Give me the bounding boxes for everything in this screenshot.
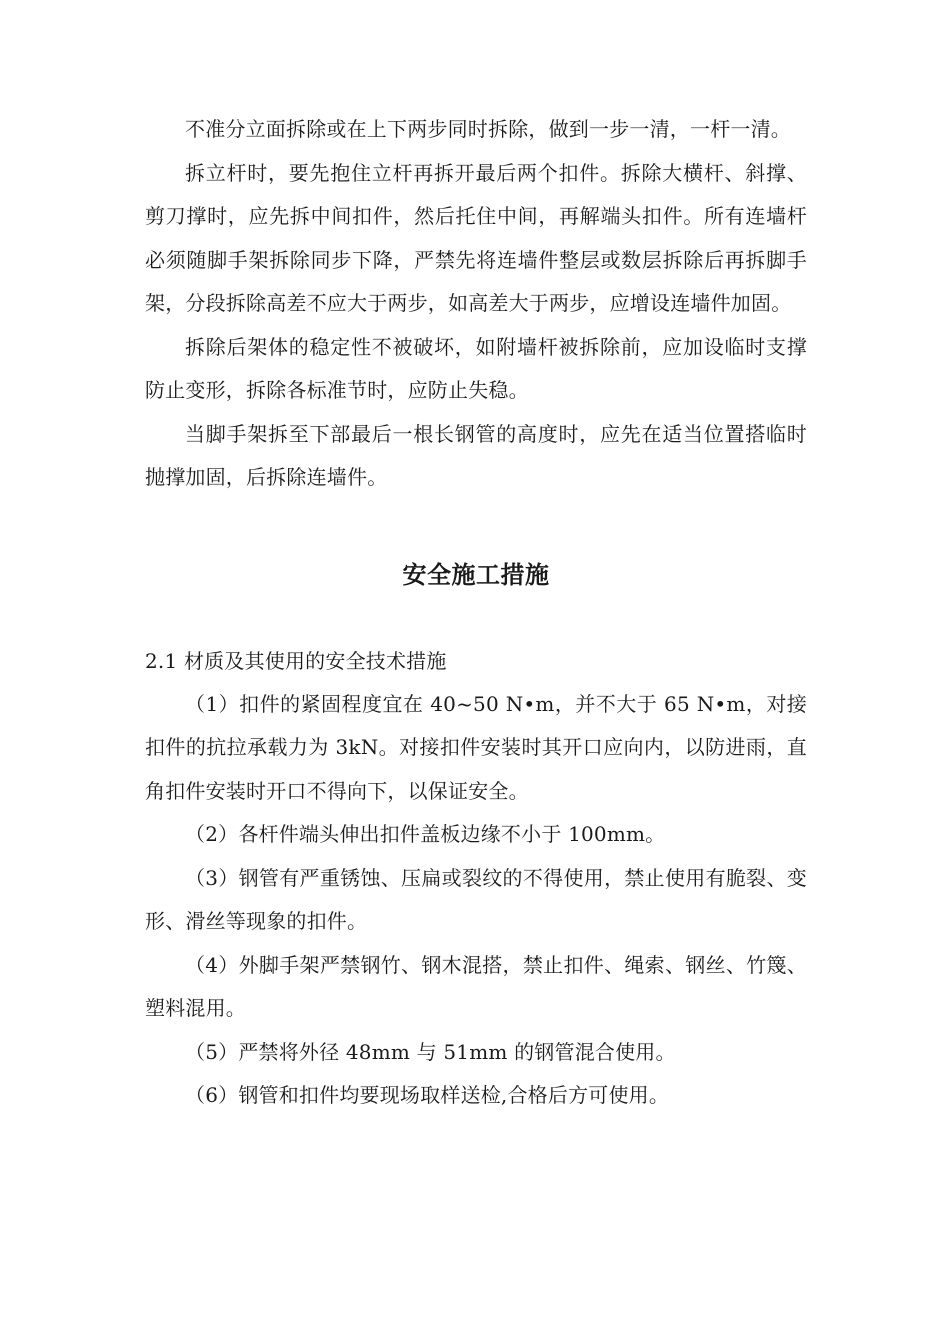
item-3: （3）钢管有严重锈蚀、压扁或裂纹的不得使用，禁止使用有脆裂、变形、滑丝等现象的扣件。 [145,865,807,933]
item-5: （5）严禁将外径 48mm 与 51mm 的钢管混合使用。 [185,1039,676,1064]
document-page [145,108,807,1118]
subsection-heading: 2.1 材质及其使用的安全技术措施 [145,648,447,673]
item-1: （1）扣件的紧固程度宜在 40~50 N•m，并不大于 65 N•m，对接扣件的抗拉承载力为 3kN。对接扣件安装时其开口应向内，以防进雨，直角扣件安装时开口不得向下，以保证安全。 [145,691,807,803]
item-4: （4）外脚手架严禁钢竹、钢木混搭，禁止扣件、绳索、钢丝、竹篾、塑料混用。 [145,952,807,1020]
paragraph-last-tube: 当脚手架拆至下部最后一根长钢管的高度时，应先在适当位置搭临时抛撑加固，后拆除连墙件。 [145,421,807,489]
paragraph-stability: 拆除后架体的稳定性不被破坏，如附墙杆被拆除前，应加设临时支撑防止变形，拆除各标准节时，应防止失稳。 [145,334,807,402]
item-2: （2）各杆件端头伸出扣件盖板边缘不小于 100mm。 [185,822,666,846]
item-6: （6）钢管和扣件均要现场取样送检,合格后方可使用。 [185,1083,670,1107]
paragraph-dismantle-order: 不准分立面拆除或在上下两步同时拆除，做到一步一清，一杆一清。 [185,117,791,141]
section-title: 安全施工措施 [402,559,550,589]
paragraph-dismantle-uprights: 拆立杆时，要先抱住立杆再拆开最后两个扣件。拆除大横杆、斜撑、剪刀撑时，应先拆中间扣件，然后托住中间，再解端头扣件。所有连墙杆必须随脚手架拆除同步下降，严禁先将连墙件整层或数层拆除后再拆脚手架，分段拆除高差不应大于两步，如高差大于两步，应增设连墙件加固。 [145,160,807,315]
